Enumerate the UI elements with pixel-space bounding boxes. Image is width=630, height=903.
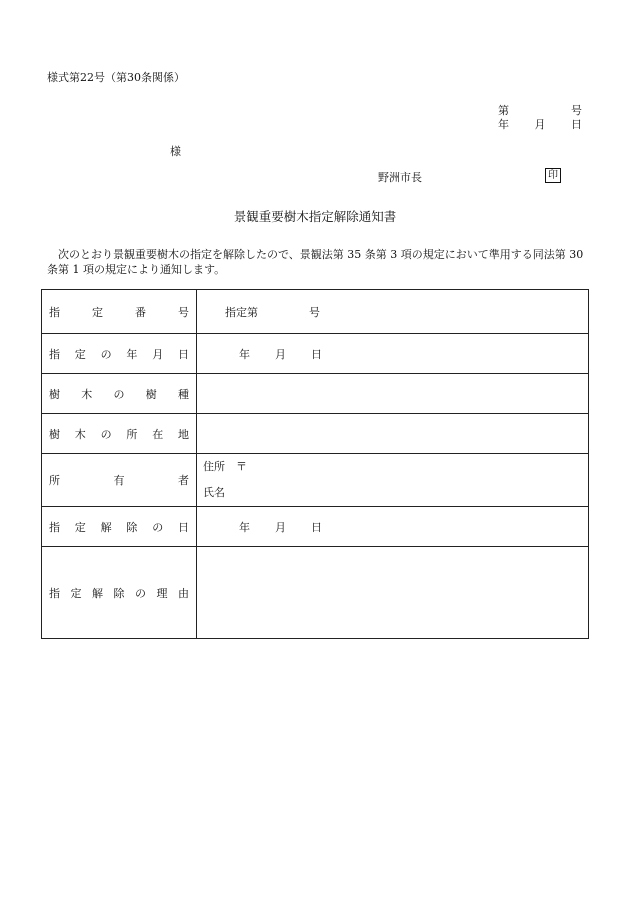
label-tree-location: 樹 木 の 所 在 地 xyxy=(49,427,189,441)
value-release-date[interactable]: 年 月 日 xyxy=(197,507,589,547)
document-date xyxy=(498,116,582,132)
label-tree-species: 樹 木 の 樹 種 xyxy=(49,387,189,401)
date-month: 月 xyxy=(534,118,546,131)
number-suffix: 号 xyxy=(571,104,582,117)
value-designation-date[interactable]: 年 月 日 xyxy=(197,334,589,374)
notice-table xyxy=(41,289,589,639)
value-release-reason[interactable] xyxy=(197,547,589,639)
label-designation-number: 指 定 番 号 xyxy=(49,305,189,319)
table-row-release-date xyxy=(42,507,589,547)
designation-number-suffix: 号 xyxy=(309,305,320,319)
table-row-tree-location xyxy=(42,414,589,454)
table-row-owner xyxy=(42,454,589,507)
owner-address-label: 住所 〒 xyxy=(203,460,247,473)
value-tree-location[interactable] xyxy=(197,414,589,454)
owner-name-label: 氏名 xyxy=(203,486,225,499)
document-title: 景観重要樹木指定解除通知書 xyxy=(233,209,397,224)
value-tree-species[interactable] xyxy=(197,374,589,414)
table-row-designation-number xyxy=(42,290,589,334)
label-owner: 所 有 者 xyxy=(49,474,189,487)
date-day: 日 xyxy=(571,118,582,131)
label-release-reason: 指 定 解 除 の 理 由 xyxy=(49,586,189,600)
seal-mark: 印 xyxy=(545,168,561,183)
table-row-tree-species xyxy=(42,374,589,414)
body-text: 次のとおり景観重要樹木の指定を解除したので、景観法第 35 条第 3 項の規定において準用する同法第 30 条第 1 項の規定により通知します。 xyxy=(47,248,584,276)
date-year: 年 xyxy=(498,118,509,131)
number-prefix: 第 xyxy=(498,104,509,117)
table-row-release-reason xyxy=(42,547,589,639)
addressee-suffix: 様 xyxy=(170,145,181,158)
form-number: 様式第22号（第30条関係） xyxy=(47,71,185,84)
designation-number-prefix: 指定第 xyxy=(225,305,258,319)
table-row-designation-date xyxy=(42,334,589,374)
value-owner[interactable] xyxy=(197,454,589,507)
label-designation-date: 指 定 の 年 月 日 xyxy=(49,347,189,361)
label-release-date: 指 定 解 除 の 日 xyxy=(49,520,189,534)
sender-name: 野洲市長 xyxy=(378,171,422,184)
value-designation-number[interactable] xyxy=(197,290,589,334)
